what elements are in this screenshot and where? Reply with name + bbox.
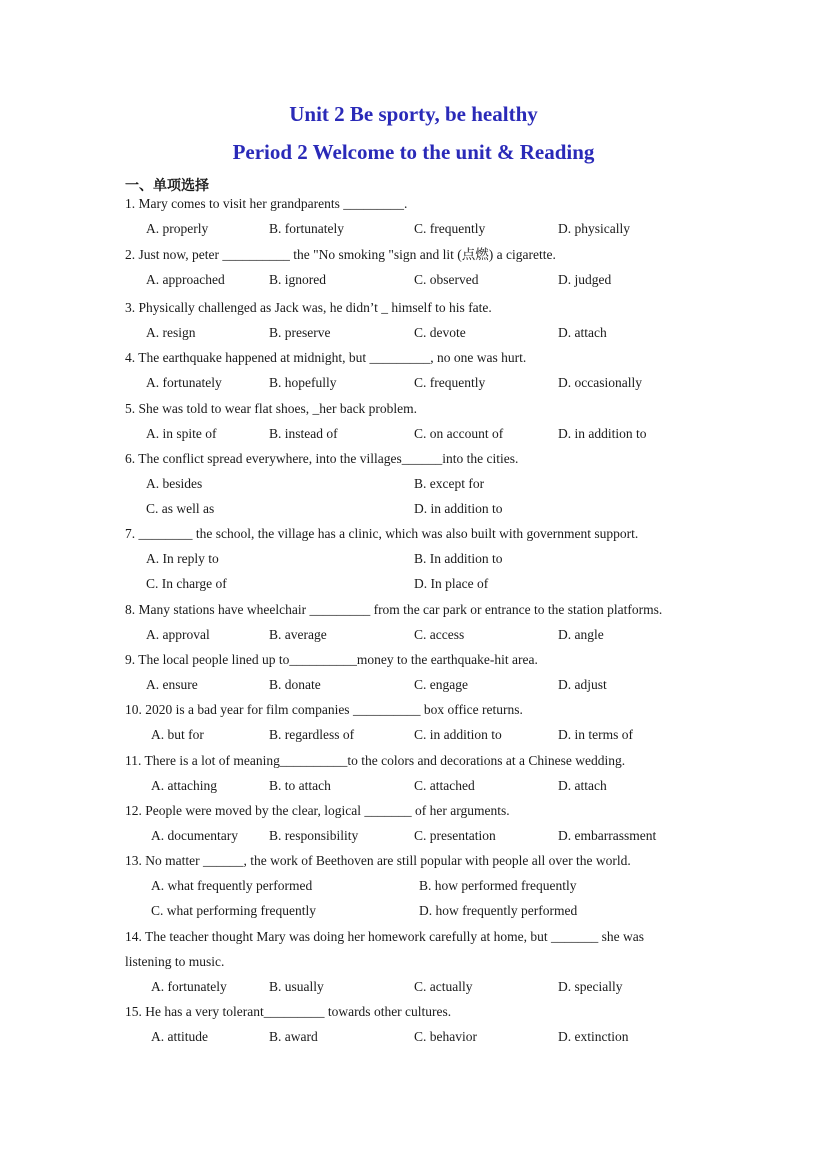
question-10-option-a: A. but for [151, 727, 204, 742]
question-3-option-a: A. resign [146, 325, 196, 340]
question-14-option-b: B. usually [269, 979, 324, 994]
question-3-option-d: D. attach [558, 325, 607, 340]
question-9-option-a: A. ensure [146, 677, 198, 692]
question-7-option-d: D. In place of [414, 576, 489, 591]
question-5-option-d: D. in addition to [558, 426, 647, 441]
question-12-option-c: C. presentation [414, 828, 496, 843]
question-1-option-c: C. frequently [414, 221, 486, 236]
question-12-stem: 12. People were moved by the clear, logical _______ of her arguments. [125, 803, 510, 818]
question-8-option-a: A. approval [146, 627, 210, 642]
question-6-stem: 6. The conflict spread everywhere, into the villages______into the cities. [125, 451, 519, 466]
question-5-option-a: A. in spite of [146, 426, 217, 441]
question-14-option-c: C. actually [414, 979, 473, 994]
question-14-stem-line-2: listening to music. [125, 954, 225, 969]
question-13-stem: 13. No matter ______, the work of Beethoven are still popular with people all over the world. [125, 853, 631, 868]
question-11-stem: 11. There is a lot of meaning__________to the colors and decorations at a Chinese wedding. [125, 753, 626, 768]
question-8-stem: 8. Many stations have wheelchair _________ from the car park or entrance to the station platforms. [125, 602, 663, 617]
question-5-stem: 5. She was told to wear flat shoes, _her back problem. [125, 401, 418, 416]
question-9-option-b: B. donate [269, 677, 321, 692]
question-11-option-a: A. attaching [151, 778, 217, 793]
question-1-option-b: B. fortunately [269, 221, 344, 236]
question-3-option-c: C. devote [414, 325, 466, 340]
question-2-option-b: B. ignored [269, 272, 326, 287]
question-15-stem: 15. He has a very tolerant_________ towards other cultures. [125, 1004, 452, 1019]
question-2-option-a: A. approached [146, 272, 225, 287]
question-10-option-c: C. in addition to [414, 727, 502, 742]
question-12-option-a: A. documentary [151, 828, 238, 843]
question-7-stem: 7. ________ the school, the village has a clinic, which was also built with government support. [125, 526, 639, 541]
question-8-option-d: D. angle [558, 627, 604, 642]
question-9-option-d: D. adjust [558, 677, 607, 692]
question-4-option-a: A. fortunately [146, 375, 222, 390]
question-10-option-b: B. regardless of [269, 727, 355, 742]
question-8-option-c: C. access [414, 627, 465, 642]
question-15-option-b: B. award [269, 1029, 318, 1044]
question-7-option-a: A. In reply to [146, 551, 219, 566]
question-14-option-a: A. fortunately [151, 979, 227, 994]
question-11-option-c: C. attached [414, 778, 475, 793]
question-3-option-b: B. preserve [269, 325, 331, 340]
question-2-stem: 2. Just now, peter __________ the "No smoking "sign and lit (点燃) a cigarette. [125, 247, 556, 262]
question-13-option-a: A. what frequently performed [151, 878, 313, 893]
question-6-option-c: C. as well as [146, 501, 215, 516]
question-9-option-c: C. engage [414, 677, 468, 692]
question-4-option-c: C. frequently [414, 375, 486, 390]
question-5-option-b: B. instead of [269, 426, 338, 441]
question-7-option-c: C. In charge of [146, 576, 227, 591]
question-5-option-c: C. on account of [414, 426, 504, 441]
question-13-option-c: C. what performing frequently [151, 903, 316, 918]
question-7-option-b: B. In addition to [414, 551, 503, 566]
page-title: Unit 2 Be sporty, be healthy [289, 102, 538, 126]
question-13-option-b: B. how performed frequently [419, 878, 577, 893]
question-2-option-c: C. observed [414, 272, 479, 287]
question-10-option-d: D. in terms of [558, 727, 633, 742]
question-13-option-d: D. how frequently performed [419, 903, 578, 918]
question-15-option-a: A. attitude [151, 1029, 208, 1044]
question-15-option-d: D. extinction [558, 1029, 629, 1044]
question-3-stem: 3. Physically challenged as Jack was, he didn’t _ himself to his fate. [125, 300, 492, 315]
question-15-option-c: C. behavior [414, 1029, 477, 1044]
question-12-option-b: B. responsibility [269, 828, 359, 843]
question-6-option-a: A. besides [146, 476, 203, 491]
question-4-stem: 4. The earthquake happened at midnight, but _________, no one was hurt. [125, 350, 527, 365]
question-1-stem: 1. Mary comes to visit her grandparents _________. [125, 196, 408, 211]
question-11-option-b: B. to attach [269, 778, 331, 793]
question-14-option-d: D. specially [558, 979, 623, 994]
question-6-option-d: D. in addition to [414, 501, 503, 516]
question-10-stem: 10. 2020 is a bad year for film companies __________ box office returns. [125, 702, 523, 717]
question-4-option-b: B. hopefully [269, 375, 337, 390]
question-2-option-d: D. judged [558, 272, 612, 287]
question-6-option-b: B. except for [414, 476, 485, 491]
section-heading: 一、单项选择 [125, 178, 209, 194]
question-12-option-d: D. embarrassment [558, 828, 657, 843]
question-1-option-a: A. properly [146, 221, 209, 236]
question-1-option-d: D. physically [558, 221, 630, 236]
question-8-option-b: B. average [269, 627, 327, 642]
question-4-option-d: D. occasionally [558, 375, 642, 390]
question-9-stem: 9. The local people lined up to__________money to the earthquake-hit area. [125, 652, 538, 667]
page-subtitle: Period 2 Welcome to the unit & Reading [232, 140, 595, 164]
question-14-stem: 14. The teacher thought Mary was doing her homework carefully at home, but _______ she was [125, 929, 644, 944]
question-11-option-d: D. attach [558, 778, 607, 793]
